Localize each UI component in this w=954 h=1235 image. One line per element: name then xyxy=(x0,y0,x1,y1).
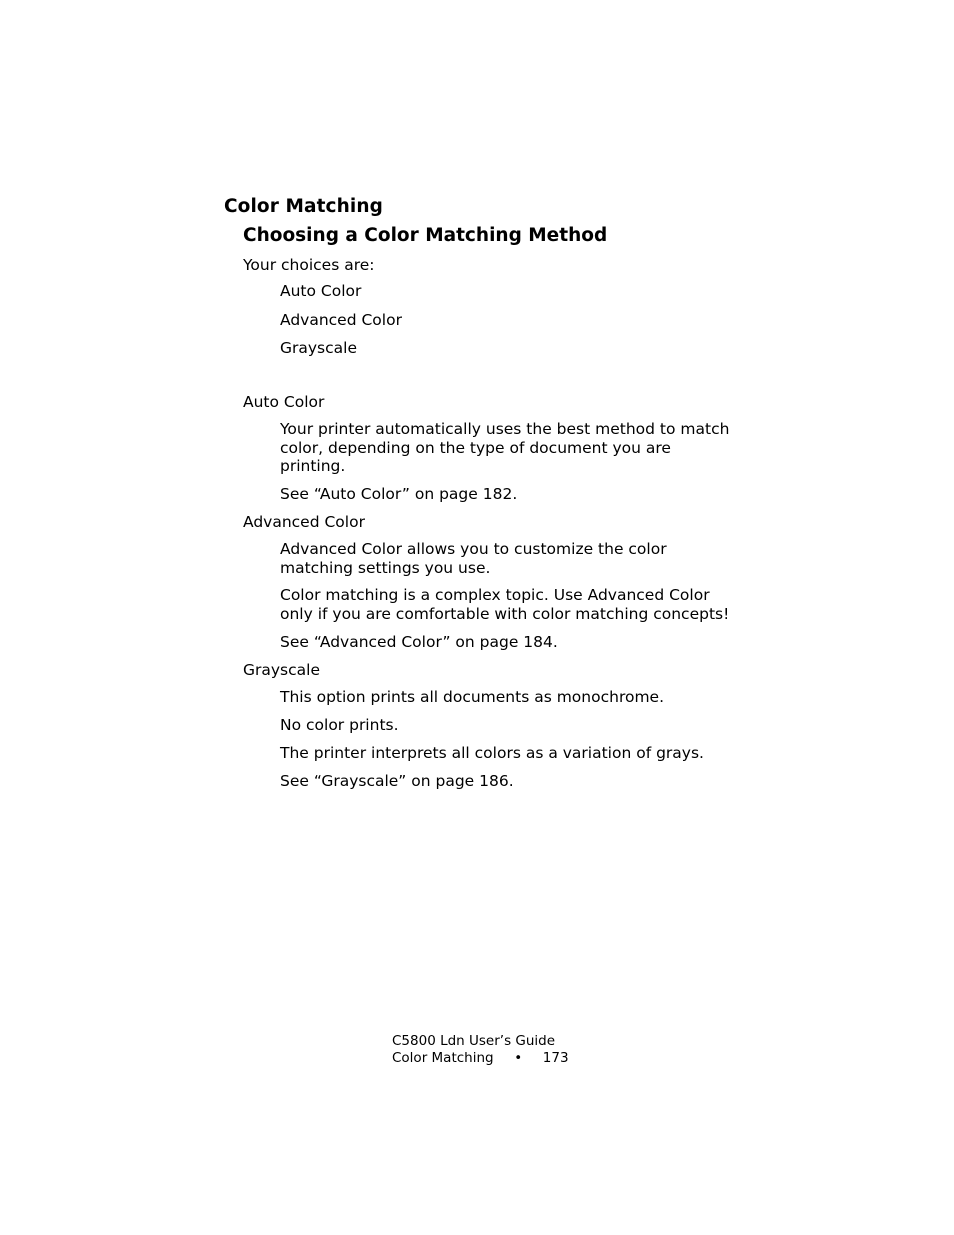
choice-item: Advanced Color xyxy=(280,311,402,329)
auto-color-description: Your printer automatically uses the best method to match color, depending on the type of document you are printing. xyxy=(280,420,730,475)
intro-text: Your choices are: xyxy=(243,256,375,274)
subsection-title: Choosing a Color Matching Method xyxy=(243,225,608,246)
page-number: 173 xyxy=(542,1050,569,1066)
section-title: Color Matching xyxy=(224,196,383,217)
grayscale-heading: Grayscale xyxy=(243,661,320,679)
auto-color-reference: See “Auto Color” on page 182. xyxy=(280,485,518,503)
advanced-color-warning: Color matching is a complex topic. Use Advanced Color only if you are comfortable with color matching concepts! xyxy=(280,586,730,623)
grayscale-description: This option prints all documents as monochrome. xyxy=(280,688,665,706)
grayscale-detail: The printer interprets all colors as a variation of grays. xyxy=(280,744,704,762)
advanced-color-reference: See “Advanced Color” on page 184. xyxy=(280,633,558,651)
footer-guide-title: C5800 Ldn User’s Guide xyxy=(392,1033,556,1049)
advanced-color-description: Advanced Color allows you to customize the color matching settings you use. xyxy=(280,540,667,577)
grayscale-reference: See “Grayscale” on page 186. xyxy=(280,772,514,790)
footer-bullet: • xyxy=(514,1050,523,1066)
auto-color-heading: Auto Color xyxy=(243,393,325,411)
footer-chapter: Color Matching xyxy=(392,1050,494,1066)
choice-item: Auto Color xyxy=(280,282,362,300)
footer-page-info xyxy=(392,1050,569,1067)
choice-item: Grayscale xyxy=(280,339,357,357)
advanced-color-heading: Advanced Color xyxy=(243,513,365,531)
grayscale-note: No color prints. xyxy=(280,716,399,734)
